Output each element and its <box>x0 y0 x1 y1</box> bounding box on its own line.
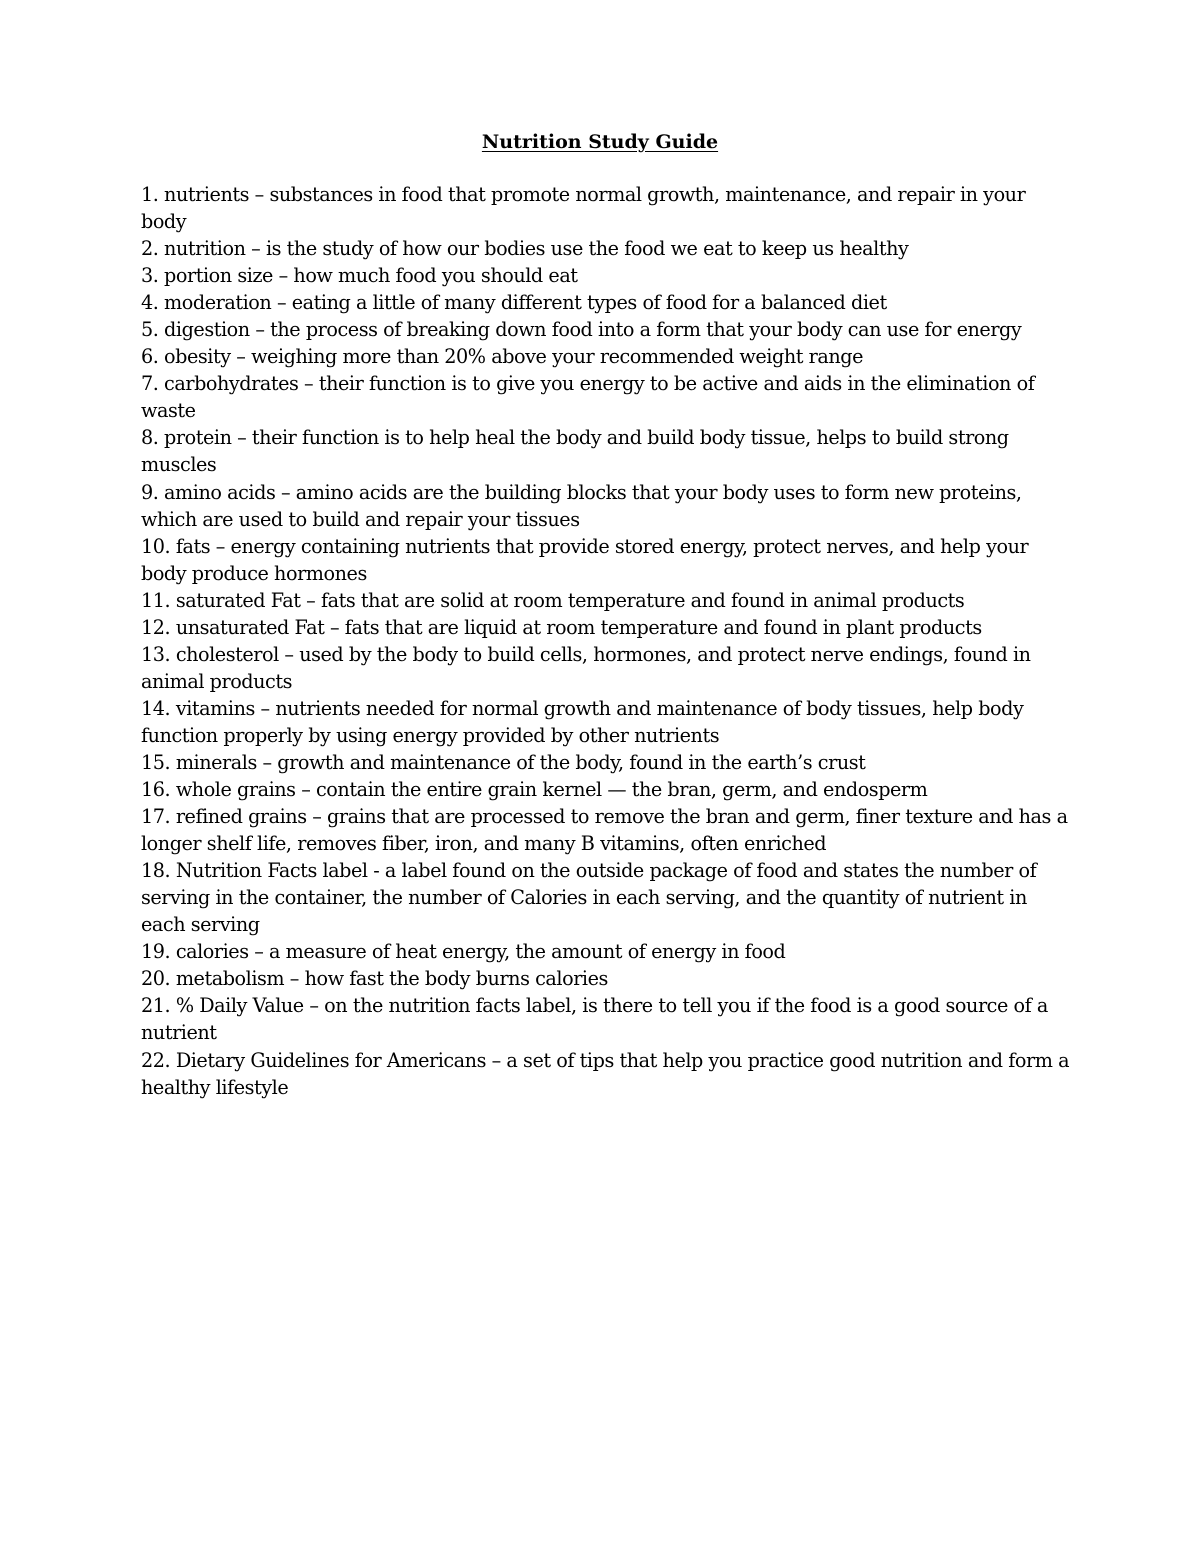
definition-item: 4. moderation – eating a little of many different types of food for a balanced diet <box>141 291 887 315</box>
definition-item: 20. metabolism – how fast the body burns calories <box>141 967 608 991</box>
definition-item: 3. portion size – how much food you should eat <box>141 264 578 288</box>
definition-item: 21. % Daily Value – on the nutrition facts label, is there to tell you if the food is a good source of a nutrient <box>141 994 1048 1045</box>
definition-item: 19. calories – a measure of heat energy, the amount of energy in food <box>141 940 786 964</box>
definition-item: 7. carbohydrates – their function is to give you energy to be active and aids in the elimination of waste <box>141 372 1035 423</box>
definition-item: 5. digestion – the process of breaking down food into a form that your body can use for energy <box>141 318 1022 342</box>
definition-item: 9. amino acids – amino acids are the building blocks that your body uses to form new proteins, which are used to build and repair your tissues <box>141 480 1022 531</box>
definition-item: 15. minerals – growth and maintenance of the body, found in the earth’s crust <box>141 750 866 774</box>
definition-item: 17. refined grains – grains that are processed to remove the bran and germ, finer texture and has a longer shelf life, removes fiber, iron, and many B vitamins, often enriched <box>141 805 1068 856</box>
page-title: Nutrition Study Guide <box>481 131 719 153</box>
definition-item: 22. Dietary Guidelines for Americans – a set of tips that help you practice good nutrition and form a healthy lifestyle <box>141 1048 1070 1099</box>
definition-list <box>141 181 1076 1101</box>
definition-item: 2. nutrition – is the study of how our bodies use the food we eat to keep us healthy <box>141 237 909 261</box>
definition-item: 8. protein – their function is to help heal the body and build body tissue, helps to build strong muscles <box>141 426 1009 477</box>
definition-item: 6. obesity – weighing more than 20% above your recommended weight range <box>141 345 863 369</box>
definition-item: 1. nutrients – substances in food that promote normal growth, maintenance, and repair in your body <box>141 183 1026 234</box>
definition-item: 16. whole grains – contain the entire grain kernel — the bran, germ, and endosperm <box>141 778 928 802</box>
definition-item: 12. unsaturated Fat – fats that are liquid at room temperature and found in plant products <box>141 615 982 639</box>
definition-item: 14. vitamins – nutrients needed for normal growth and maintenance of body tissues, help body function properly by using energy provided by other nutrients <box>141 696 1024 747</box>
definition-item: 11. saturated Fat – fats that are solid at room temperature and found in animal products <box>141 588 965 612</box>
definition-item: 18. Nutrition Facts label - a label found on the outside package of food and states the number of serving in the container, the number of Calories in each serving, and the quantity of nutrient in each serving <box>141 859 1037 937</box>
definition-item: 10. fats – energy containing nutrients that provide stored energy, protect nerves, and help your body produce hormones <box>141 534 1029 585</box>
definition-item: 13. cholesterol – used by the body to build cells, hormones, and protect nerve endings, found in animal products <box>141 642 1031 693</box>
